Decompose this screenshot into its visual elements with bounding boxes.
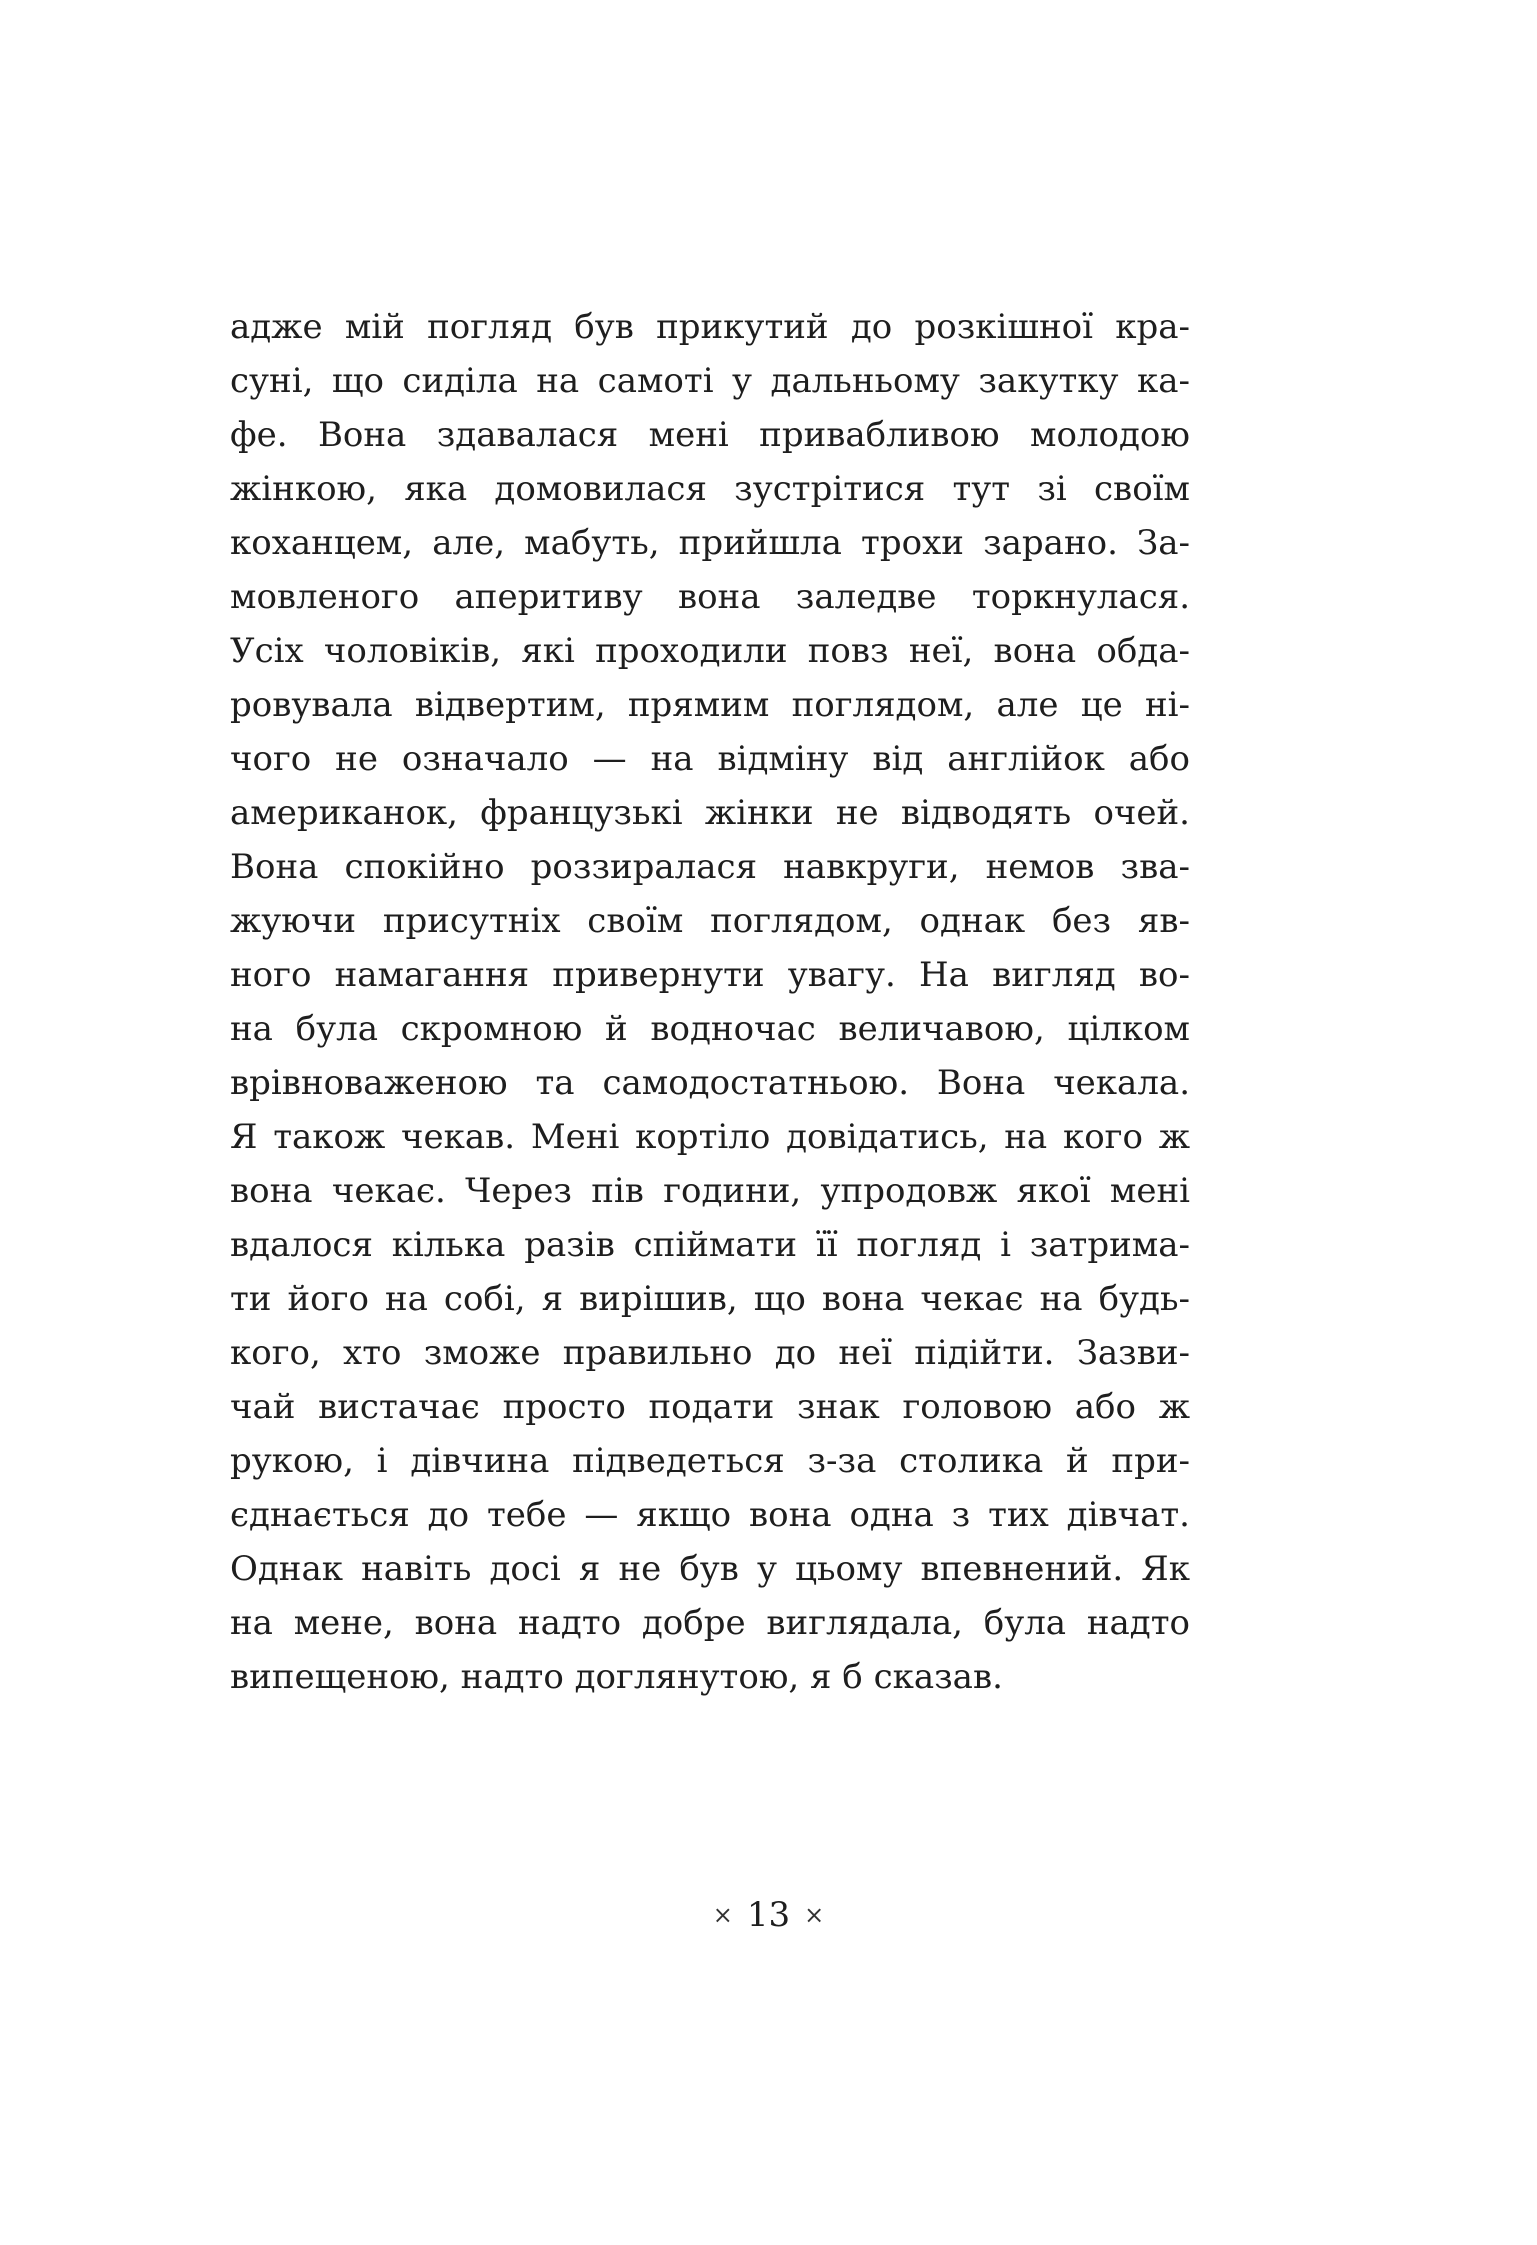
text-line: коханцем, але, мабуть, прийшла трохи зарано. За- <box>230 523 1190 563</box>
text-line: ного намагання привернути увагу. На вигляд во- <box>230 955 1190 995</box>
text-line: суні, що сиділа на самоті у дальньому закутку ка- <box>230 361 1190 401</box>
folio-left-mark: × <box>712 1901 733 1929</box>
text-line: Вона спокійно роззиралася навкруги, немов зва- <box>230 847 1190 887</box>
text-line: рукою, і дівчина підведеться з-за столика й при- <box>230 1441 1190 1481</box>
text-line: вдалося кілька разів спіймати її погляд і затрима- <box>230 1225 1190 1265</box>
text-line: ровувала відвертим, прямим поглядом, але це ні- <box>230 685 1190 725</box>
text-line-last: випещеною, надто доглянутою, я б сказав. <box>230 1657 1003 1697</box>
text-line: врівноваженою та самодостатньою. Вона чекала. <box>230 1063 1190 1103</box>
text-line: жінкою, яка домовилася зустрітися тут зі своїм <box>230 469 1190 509</box>
text-line: кого, хто зможе правильно до неї підійти. Зазви- <box>230 1333 1190 1373</box>
text-line: ти його на собі, я вирішив, що вона чекає на будь- <box>230 1279 1190 1319</box>
text-line: на мене, вона надто добре виглядала, була надто <box>230 1603 1190 1643</box>
text-line: мовленого аперитиву вона заледве торкнулася. <box>230 577 1190 617</box>
body-text <box>230 300 1190 1704</box>
text-line: єднається до тебе — якщо вона одна з тих дівчат. <box>230 1495 1190 1535</box>
page-number: 13 <box>746 1895 791 1935</box>
text-line: Усіх чоловіків, які проходили повз неї, вона обда- <box>230 631 1190 671</box>
page-footer <box>0 1890 1537 1940</box>
text-line: чай вистачає просто подати знак головою або ж <box>230 1387 1190 1427</box>
text-line: Я також чекав. Мені кортіло довідатись, на кого ж <box>230 1117 1190 1157</box>
text-line: вона чекає. Через пів години, упродовж якої мені <box>230 1171 1190 1211</box>
folio-right-mark: × <box>804 1901 825 1929</box>
text-line: на була скромною й водночас величавою, цілком <box>230 1009 1190 1049</box>
text-line: фе. Вона здавалася мені привабливою молодою <box>230 415 1190 455</box>
text-line: американок, французькі жінки не відводять очей. <box>230 793 1190 833</box>
text-line: Однак навіть досі я не був у цьому впевнений. Як <box>230 1549 1190 1589</box>
text-line: жуючи присутніх своїм поглядом, однак без яв- <box>230 901 1190 941</box>
text-line: чого не означало — на відміну від англійок або <box>230 739 1190 779</box>
text-line: адже мій погляд був прикутий до розкішної кра- <box>230 307 1190 347</box>
